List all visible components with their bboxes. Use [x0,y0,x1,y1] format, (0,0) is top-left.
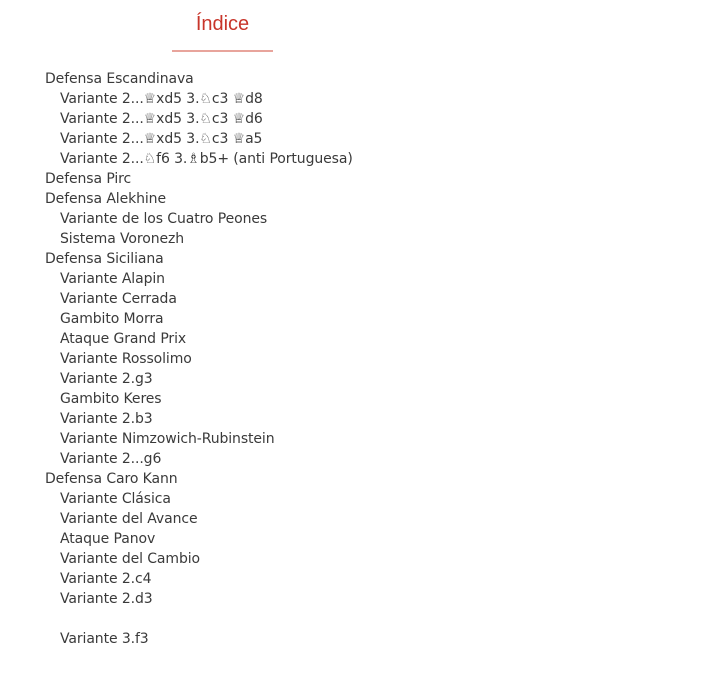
toc-subsection-link[interactable]: Variante 2.g3 [60,371,153,387]
toc-subsection-link[interactable]: Sistema Voronezh [60,231,185,247]
toc-subsection-link[interactable]: Variante 2...g6 [60,451,162,467]
toc-subsection-link[interactable]: Variante Rossolimo [60,351,192,367]
toc-subsection-link[interactable]: Variante 2...♘f6 3.♗b5+ (anti Portuguesa) [60,151,353,167]
toc-subsection-link[interactable]: Variante 2.b3 [60,411,153,427]
toc-subsection-link[interactable]: Ataque Grand Prix [60,331,187,347]
toc-section-link[interactable]: Defensa Siciliana [45,251,164,267]
toc-subsection-link[interactable]: Variante del Avance [60,511,198,527]
toc-subsection-link[interactable]: Variante Alapin [60,271,165,287]
toc-subsection-link[interactable]: Gambito Morra [60,311,164,327]
toc-subsection-link[interactable]: Variante de los Cuatro Peones [60,211,268,227]
table-of-contents [45,69,353,649]
toc-subsection-link[interactable]: Variante 2...♕xd5 3.♘c3 ♕a5 [60,131,263,147]
toc-subsection-link[interactable]: Variante 2.d3 [60,591,153,607]
toc-section-link[interactable]: Defensa Escandinava [45,71,194,87]
toc-subsection-link[interactable]: Variante Clásica [60,491,171,507]
toc-subsection-link[interactable]: Variante 2...♕xd5 3.♘c3 ♕d6 [60,111,263,127]
toc-section-link[interactable]: Defensa Caro Kann [45,471,178,487]
toc-subsection-link[interactable]: Ataque Panov [60,531,156,547]
toc-subsection-link[interactable]: Variante 3.f3 [60,631,149,647]
title-underline [172,50,273,52]
toc-subsection-link[interactable]: Gambito Keres [60,391,162,407]
toc-subsection-link[interactable]: Variante Nimzowich-Rubinstein [60,431,275,447]
toc-section-link[interactable]: Defensa Alekhine [45,191,166,207]
toc-section-link[interactable]: Defensa Pirc [45,171,132,187]
page-title: Índice [195,13,250,35]
toc-subsection-link[interactable]: Variante del Cambio [60,551,200,567]
toc-subsection-link[interactable]: Variante Cerrada [60,291,177,307]
toc-subsection-link[interactable]: Variante 2...♕xd5 3.♘c3 ♕d8 [60,91,263,107]
toc-subsection-link[interactable]: Variante 2.c4 [60,571,152,587]
